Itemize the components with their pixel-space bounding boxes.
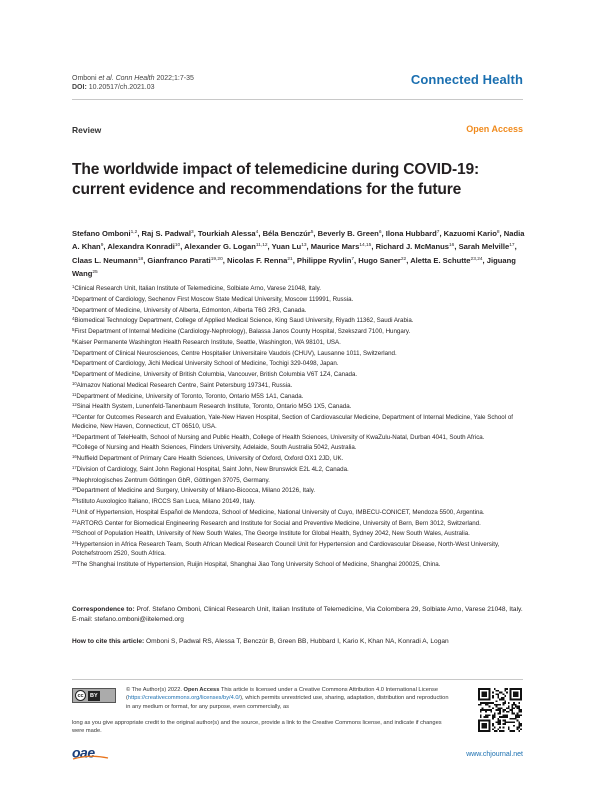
affiliation-number: 24 (72, 540, 77, 545)
author-affiliation-marker: 11,12 (255, 243, 268, 249)
license-link[interactable]: https://creativecommons.org/licenses/by/4.0/ (127, 695, 241, 702)
affiliation-number: 20 (72, 497, 77, 502)
affiliation-text: Almazov National Medical Research Centre, Saint Petersburg 197341, Russia. (76, 381, 293, 389)
cite-etal: et al. (98, 75, 114, 82)
author-name: Maurice Mars (310, 242, 360, 252)
affiliation-number: 8 (72, 359, 75, 365)
author-affiliation-marker: 7 (351, 256, 355, 262)
author-affiliation-marker: 19,20 (210, 256, 223, 262)
author-name: Claas L. Neumann (72, 255, 138, 265)
author-affiliation-marker: 4 (255, 230, 259, 235)
author-affiliation-marker: 14,15 (359, 243, 372, 249)
affiliation-item (72, 432, 526, 443)
author-name: Stefano Omboni (72, 229, 131, 238)
affiliation-text: Department of Medicine, University of Toronto, Toronto, Ontario M5S 1A1, Canada. (76, 392, 304, 400)
citation-line (72, 74, 194, 84)
cc-by-license-icon[interactable] (72, 688, 116, 703)
affiliation-number: 2 (72, 294, 75, 300)
affiliation-list (72, 283, 526, 569)
cite-volume: 2022;1:7-35 (156, 75, 194, 82)
author-name: Gianfranco Parati (147, 255, 211, 265)
affiliation-item (72, 507, 526, 518)
author-name: Alexandra Konradi (107, 242, 175, 252)
cc-icon: cc (75, 690, 86, 701)
license-divider (72, 679, 523, 680)
author-name: Sarah Melville (458, 242, 510, 252)
author-affiliation-marker: 3 (190, 230, 194, 235)
affiliation-item (72, 442, 526, 453)
author-affiliation-marker: 7 (436, 230, 440, 235)
author-name: Raj S. Padwal (141, 229, 191, 238)
affiliation-item (72, 369, 526, 380)
correspondence-label: Correspondence to: (72, 606, 135, 613)
author-name: Aletta E. Schutte (410, 255, 471, 265)
affiliation-number: 15 (72, 443, 77, 449)
author-affiliation-marker: 1,2 (130, 230, 138, 235)
affiliation-number: 7 (72, 348, 75, 354)
doi-value[interactable]: 10.20517/ch.2021.03 (88, 84, 155, 91)
affiliation-text: Division of Cardiology, Saint John Regional Hospital, Saint John, New Brunswick E2L 4L2, Canada. (76, 465, 349, 473)
author-affiliation-marker: 13 (301, 243, 307, 249)
journal-website-link[interactable]: www.chjournal.net (466, 751, 523, 758)
doi-line (72, 84, 155, 91)
author-name: Nicolas F. Renna (226, 255, 288, 265)
license-copyright: © The Author(s) 2022. (126, 687, 182, 693)
license-text-2: ), which permits unrestricted use, sharing, adaptation, distribution and reproduction in any medium or format, for any purpose, even commercially, as (126, 695, 449, 710)
doi-label: DOI: (72, 84, 87, 91)
cite-authors: Omboni (72, 75, 97, 82)
affiliation-text: Department of Cardiology, Sechenov First Moscow State Medical University, Moscow 119991, Russia. (74, 295, 354, 303)
header-divider (72, 99, 523, 100)
affiliation-item (72, 358, 526, 369)
affiliation-item (72, 315, 526, 326)
affiliation-text: Unit of Hypertension, Hospital Español de Mendoza, School of Medicine, National University of Cuyo, IMBECU-CONICET, Mendoza 5500, Argentina. (76, 508, 485, 516)
affiliation-text: Nephrologisches Zentrum Göttingen GbR, Göttingen 37075, Germany. (76, 476, 270, 484)
affiliation-number: 5 (72, 327, 75, 332)
affiliation-item (72, 337, 526, 348)
affiliation-number: 16 (72, 454, 77, 459)
qr-code-icon[interactable] (478, 688, 522, 732)
affiliation-item (72, 283, 526, 294)
how-to-cite-label: How to cite this article: (72, 638, 145, 645)
author-affiliation-marker: 23,24 (470, 256, 483, 262)
affiliation-item (72, 380, 526, 391)
affiliation-number: 10 (72, 380, 77, 386)
author-name: Yuan Lu (271, 242, 302, 252)
correspondence (72, 605, 526, 625)
affiliation-text: Nuffield Department of Primary Care Health Sciences, University of Oxford, Oxford OX1 2JD, UK. (76, 455, 344, 462)
correspondence-text: Prof. Stefano Omboni, Clinical Research Unit, Italian Institute of Telemedicine, Via Colombera 29, Solbiate Arno, Varese 21048, Italy. E-mail: stefano.omboni@iitelemed.org (72, 606, 523, 623)
affiliation-number: 17 (72, 464, 77, 470)
affiliation-item (72, 539, 526, 559)
affiliation-number: 14 (72, 432, 77, 438)
affiliation-text: Istituto Auxologico Italiano, IRCCS San Luca, Milano 20149, Italy. (76, 498, 256, 505)
affiliation-text: Sinai Health System, Lunenfeld-Tanenbaum Research Institute, Toronto, Ontario M5G 1X5, Canada. (76, 403, 352, 411)
author-name: Beverly B. Green (317, 229, 379, 238)
affiliation-item (72, 518, 526, 529)
author-name: Richard J. McManus (375, 242, 449, 252)
affiliation-number: 1 (72, 284, 75, 289)
affiliation-text: First Department of Internal Medicine (Cardiology-Nephrology), Balassa Janos County Hospital, Szekszard 7100, Hungary. (74, 328, 411, 335)
affiliation-item (72, 496, 526, 507)
affiliation-text: ARTORG Center for Biomedical Engineering Research and Institute for Social and Preventive Medicine, University of Bern, Bern 3012, Switzerland. (76, 519, 481, 527)
affiliation-text: Kaiser Permanente Washington Health Research Institute, Seattle, Washington, WA 98101, USA. (74, 338, 341, 346)
affiliation-number: 11 (72, 391, 77, 397)
author-affiliation-marker: 5 (310, 230, 314, 235)
affiliation-number: 25 (72, 559, 77, 565)
affiliation-item (72, 305, 526, 316)
affiliation-item (72, 464, 526, 475)
affiliation-item (72, 348, 526, 359)
affiliation-item (72, 326, 526, 337)
affiliation-item (72, 485, 526, 496)
license-text-1: This article is licensed under a Creative Commons Attribution 4.0 International License ( (126, 687, 439, 702)
author-name: Nadia A. Khan (72, 229, 525, 252)
author-affiliation-marker: 16 (449, 243, 455, 249)
affiliation-number: 9 (72, 370, 75, 375)
author-name: Philippe Ryvlin (296, 255, 352, 265)
author-name: Alexander G. Logan (184, 242, 256, 252)
author-name: Hugo Saner (358, 255, 401, 265)
affiliation-text: Department of Clinical Neurosciences, Centre Hospitalier Universitaire Vaudois (CHUV), Lausanne 1011, Switzerland. (74, 349, 397, 357)
oae-logo-text: oae (72, 745, 95, 760)
author-affiliation-marker: 18 (137, 256, 144, 262)
affiliation-item (72, 412, 526, 432)
author-name: Béla Benczúr (262, 229, 311, 238)
affiliation-text: Department of Cardiology, Jichi Medical University School of Medicine, Tochigi 329-0498, Japan. (74, 360, 339, 368)
how-to-cite (72, 637, 526, 647)
affiliation-text: Biomedical Technology Department, College of Applied Medical Science, King Saud University, Riyadh 11362, Saudi Arabia. (74, 317, 414, 325)
author-affiliation-marker: 22 (400, 256, 407, 262)
author-list: Stefano Omboni$^{1,2}$, Raj S. Padwal$^3$, Tourkiah Alessa$^4$, Béla Benczúr$^5$, Beverly B. Green$^6$, Ilona Hubbard$^7$, Kazuomi Kario$^8$, Nadia A. Khan$^9$, Alexandra Konradi$^{10}$, Alexander G. Logan$^{11,12}$, Yuan Lu$^{13}$, Maurice Mars$^{14,15}$, Richard J. McManus$^{16}$, Sarah Melville$^{17}$, Claas L. Neumann$^{18}$, Gianfranco Parati$^{19,20}$, Nicolas F. Renna$^{21}$, Philippe Ryvlin$^7$, Hugo Saner$^{22}$, Aletta E. Schutte$^{23,24}$, Jiguang Wang$^{25}$ (72, 229, 525, 278)
open-access-label: Open Access (466, 124, 523, 134)
affiliation-number: 12 (72, 402, 77, 408)
affiliation-number: 3 (72, 305, 75, 311)
affiliation-item (72, 453, 526, 464)
author-name: Tourkiah Alessa (197, 229, 256, 238)
affiliation-text: College of Nursing and Health Sciences, Flinders University, Adelaide, South Australia 5042, Australia. (76, 444, 357, 452)
affiliation-text: Department of Medicine, University of British Columbia, Vancouver, British Columbia V6T 1Z4, Canada. (74, 371, 358, 378)
affiliation-number: 21 (72, 507, 77, 513)
article-title: The worldwide impact of telemedicine during COVID-19: current evidence and recommendations for the future (72, 161, 480, 198)
affiliation-item (72, 528, 526, 539)
affiliation-text: Clinical Research Unit, Italian Institute of Telemedicine, Solbiate Arno, Varese 21048, Italy. (74, 285, 321, 292)
author-name: Jiguang Wang (72, 255, 516, 278)
license-text-continued: long as you give appropriate credit to the original author(s) and the source, provide a link to the Creative Commons license, and indicate if changes were made. (72, 720, 442, 735)
cite-journal: Conn Health (115, 75, 155, 82)
affiliation-item (72, 294, 526, 305)
license-oa: Open Access (183, 687, 220, 693)
author-affiliation-marker: 6 (378, 230, 382, 235)
how-to-cite-text: Omboni S, Padwal RS, Alessa T, Benczúr B, Green BB, Hubbard I, Kario K, Khan NA, Konradi A, Logan (146, 638, 449, 645)
affiliation-item (72, 475, 526, 486)
affiliation-number: 19 (72, 486, 77, 492)
affiliation-number: 22 (72, 518, 77, 524)
author-affiliation-marker: 21 (287, 256, 293, 262)
affiliation-item (72, 401, 526, 412)
affiliation-text: School of Population Health, University of New South Wales, The George Institute for Global Health, Sydney 2042, New South Wales, Australia. (76, 530, 470, 538)
affiliation-number: 23 (72, 529, 77, 535)
affiliation-number: 4 (72, 316, 75, 322)
author-affiliation-marker: 9 (100, 243, 104, 249)
affiliation-text: Department of Medicine and Surgery, University of Milano-Bicocca, Milano 20126, Italy. (76, 487, 316, 495)
affiliation-number: 6 (72, 337, 75, 343)
license-text (126, 686, 454, 711)
author-affiliation-marker: 17 (509, 243, 515, 249)
affiliation-text: Hypertension in Africa Research Team, South African Medical Research Council Unit for Hypertension and Cardiovascular Disease, North-West University, Potchefstroom 2520, South Africa. (72, 541, 500, 557)
affiliation-text: The Shanghai Institute of Hypertension, Ruijin Hospital, Shanghai Jiao Tong University School of Medicine, Shanghai 200025, China. (76, 560, 441, 568)
author-affiliation-marker: 25 (92, 269, 98, 275)
affiliation-item (72, 391, 526, 402)
affiliation-text: Department of TeleHealth, School of Nursing and Public Health, College of Health Sciences, University of KwaZulu-Natal, Durban 4041, South Africa. (76, 433, 485, 441)
affiliation-text: Department of Medicine, University of Alberta, Edmonton, Alberta T6G 2R3, Canada. (74, 306, 307, 314)
affiliation-item (72, 559, 526, 570)
affiliation-text: Center for Outcomes Research and Evaluation, Yale-New Haven Hospital, Section of Cardiovascular Medicine, Department of Internal Medicine, Yale School of Medicine, New Haven, Connecticut, CT 06510, USA. (72, 414, 513, 430)
oae-publisher-logo (72, 745, 112, 760)
article-type: Review (72, 125, 102, 135)
author-name: Kazuomi Kario (443, 229, 497, 238)
by-icon: BY (90, 692, 98, 699)
author-affiliation-marker: 10 (174, 243, 181, 249)
journal-name: Connected Health (410, 72, 523, 87)
author-affiliation-marker: 8 (496, 230, 500, 235)
author-name: Ilona Hubbard (385, 229, 437, 238)
affiliation-number: 13 (72, 413, 77, 418)
affiliation-number: 18 (72, 475, 77, 481)
